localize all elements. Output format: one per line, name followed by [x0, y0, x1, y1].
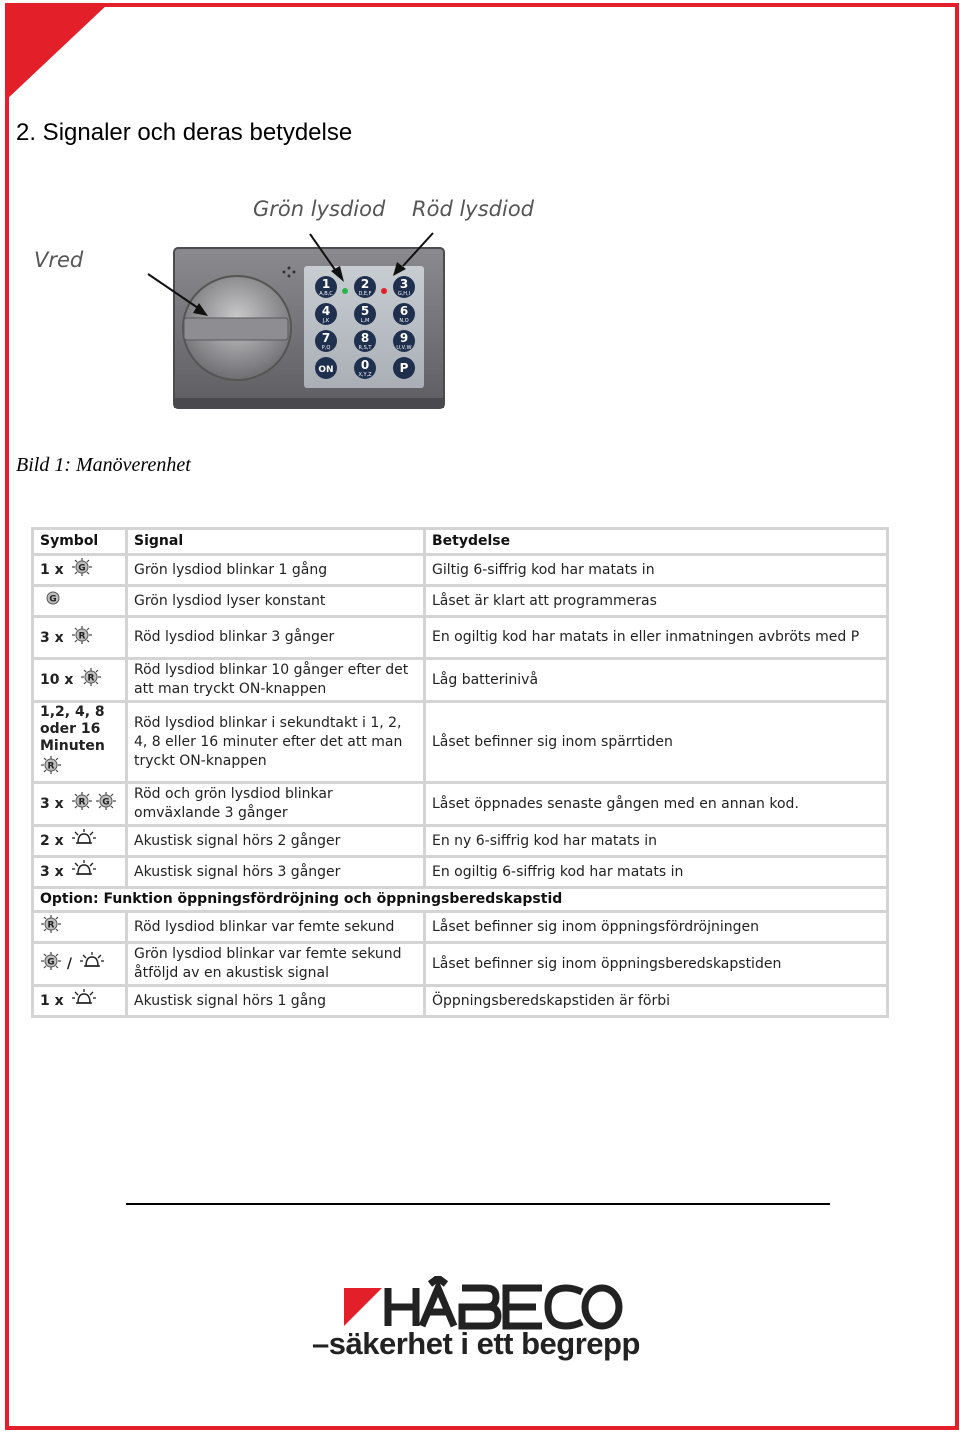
signal-cell: Akustisk signal hörs 1 gång [127, 986, 425, 1017]
symbol-cell [33, 912, 127, 943]
meaning-cell: En ogiltig kod har matats in eller inmatningen avbröts med P [425, 617, 888, 659]
green-led-icon [40, 951, 62, 977]
signal-cell: Akustisk signal hörs 2 gånger [127, 826, 425, 857]
table-row [33, 555, 888, 586]
keypad-key [315, 357, 337, 379]
symbol-count: 10 x [40, 672, 74, 688]
symbol-cell [33, 702, 127, 783]
control-unit-drawing [28, 190, 548, 420]
keypad-key-letters: A,B,C [319, 291, 333, 297]
keypad-key-digit: 6 [399, 304, 409, 318]
keypad-key [354, 303, 376, 325]
keypad-key-digit: 0 [360, 358, 370, 372]
red-led-icon [80, 667, 102, 693]
footer-rule [126, 1203, 830, 1205]
table-row [33, 783, 888, 826]
keypad-key-digit: 8 [360, 331, 370, 345]
meaning-cell: Öppningsberedskapstiden är förbi [425, 986, 888, 1017]
signal-cell: Grön lysdiod blinkar 1 gång [127, 555, 425, 586]
svg-text:R: R [78, 631, 85, 641]
keypad-key [315, 330, 337, 352]
header-meaning: Betydelse [425, 529, 888, 555]
keypad-key-letters: U,V,W [396, 345, 412, 351]
signal-cell: Röd lysdiod blinkar i sekundtakt i 1, 2, 4, 8 eller 16 minuter efter det att man tryckt ON-knappen [127, 702, 425, 783]
table-row [33, 912, 888, 943]
symbol-cell [33, 943, 127, 986]
svg-text:G: G [77, 563, 86, 574]
keypad-key-digit: 5 [360, 304, 370, 318]
symbol-cell [33, 857, 127, 888]
signal-cell: Röd och grön lysdiod blinkar omväxlande 3 gånger [127, 783, 425, 826]
header-signal: Signal [127, 529, 425, 555]
figure-caption: Bild 1: Manöverenhet [16, 454, 191, 476]
logo-tagline: –säkerhet i ett begrepp [312, 1326, 640, 1361]
meaning-cell: Låset befinner sig inom spärrtiden [425, 702, 888, 783]
keypad-key [393, 276, 415, 298]
keypad-key-letters: J,K [322, 318, 330, 324]
meaning-cell: Låset befinner sig inom öppningsfördröjningen [425, 912, 888, 943]
table-row [33, 826, 888, 857]
symbol-count: 3 x [40, 864, 64, 880]
keypad-key-letters: P,Q [321, 345, 331, 351]
section-heading: 2. Signaler och deras betydelse [16, 119, 353, 146]
table-row [33, 586, 888, 617]
meaning-cell: Låset öppnades senaste gången med en annan kod. [425, 783, 888, 826]
table-row [33, 617, 888, 659]
red-led-icon [40, 914, 62, 940]
keypad-key-letters: N,O [399, 318, 409, 324]
meaning-cell: Låg batterinivå [425, 659, 888, 702]
meaning-cell: En ogiltig 6-siffrig kod har matats in [425, 857, 888, 888]
table-row [33, 943, 888, 986]
svg-text:R: R [47, 761, 55, 772]
symbol-count: 1 x [40, 562, 64, 578]
keypad-key [393, 303, 415, 325]
meaning-cell: En ny 6-siffrig kod har matats in [425, 826, 888, 857]
red-led-icon [71, 625, 93, 651]
symbol-cell [33, 555, 127, 586]
green-led [342, 288, 348, 294]
table-row [33, 857, 888, 888]
svg-text:R: R [87, 673, 95, 684]
keypad-key-digit: P [399, 361, 409, 375]
keypad-key-digit: ON [318, 365, 334, 375]
keypad-key-letters: G,H,I [397, 291, 411, 297]
symbol-cell [33, 659, 127, 702]
label-green-led: Grön lysdiod [253, 197, 386, 221]
table-row [33, 702, 888, 783]
symbol-cell [33, 986, 127, 1017]
green-led-icon [95, 791, 117, 817]
control-unit-figure [28, 190, 548, 420]
keypad-key-digit: 4 [321, 304, 331, 318]
svg-text:R: R [78, 797, 85, 808]
table-row [33, 986, 888, 1017]
label-knob: Vred [34, 248, 84, 272]
keypad-key-digit: 1 [321, 277, 331, 291]
keypad-key-letters: X,Y,Z [358, 372, 372, 378]
option-heading-row [33, 888, 888, 912]
signal-cell: Grön lysdiod blinkar var femte sekund åtföljd av en akustisk signal [127, 943, 425, 986]
signal-cell: Grön lysdiod lyser konstant [127, 586, 425, 617]
keypad-key [354, 330, 376, 352]
symbol-count: 3 x [40, 796, 64, 812]
svg-text:G: G [49, 594, 57, 605]
keypad-key [315, 303, 337, 325]
keypad-key-letters: D,E,F [358, 291, 372, 297]
green-led-icon [42, 588, 64, 614]
symbol-count: 1,2, 4, 8 oder 16 Minuten [40, 704, 105, 754]
red-led [381, 288, 387, 294]
buzzer-icon [71, 988, 97, 1014]
table-row [33, 659, 888, 702]
symbol-cell [33, 826, 127, 857]
signal-cell: Röd lysdiod blinkar 10 gånger efter det att man tryckt ON-knappen [127, 659, 425, 702]
symbol-count: 2 x [40, 833, 64, 849]
signal-cell: Röd lysdiod blinkar 3 gånger [127, 617, 425, 659]
keypad-key [315, 276, 337, 298]
buzzer-icon [71, 828, 97, 854]
svg-text:G: G [101, 797, 110, 808]
signal-cell: Röd lysdiod blinkar var femte sekund [127, 912, 425, 943]
keypad-key [354, 276, 376, 298]
corner-triangle [5, 3, 109, 107]
keypad-key [393, 330, 415, 352]
red-led-icon [71, 791, 93, 817]
keypad-key-digit: 9 [399, 331, 409, 345]
signal-table [31, 527, 889, 1018]
keypad-key-digit: 2 [360, 277, 370, 291]
green-led-icon [71, 557, 93, 583]
label-red-led: Röd lysdiod [412, 197, 534, 221]
svg-text:G: G [47, 957, 55, 968]
keypad-key-letters: R,S,T [358, 345, 372, 351]
meaning-cell: Låset befinner sig inom öppningsberedskapstiden [425, 943, 888, 986]
keypad-key-letters: L,M [360, 318, 370, 324]
keypad-key [393, 357, 415, 379]
signal-cell: Akustisk signal hörs 3 gånger [127, 857, 425, 888]
red-led-icon [40, 755, 62, 780]
keypad-key-digit: 3 [399, 277, 409, 291]
svg-text:R: R [47, 920, 55, 931]
buzzer-icon [71, 859, 97, 885]
symbol-cell [33, 783, 127, 826]
keypad-key [354, 357, 376, 379]
keypad-key-digit: 7 [321, 331, 331, 345]
table-header-row [33, 529, 888, 555]
symbol-separator: / [66, 956, 72, 972]
symbol-count: 3 x [40, 629, 64, 646]
symbol-cell [33, 617, 127, 659]
symbol-cell [33, 586, 127, 617]
symbol-count: 1 x [40, 993, 64, 1009]
meaning-cell: Giltig 6-siffrig kod har matats in [425, 555, 888, 586]
header-symbol: Symbol [33, 529, 127, 555]
option-heading: Option: Funktion öppningsfördröjning och öppningsberedskapstid [33, 888, 888, 912]
buzzer-icon [79, 951, 105, 977]
meaning-cell: Låset är klart att programmeras [425, 586, 888, 617]
